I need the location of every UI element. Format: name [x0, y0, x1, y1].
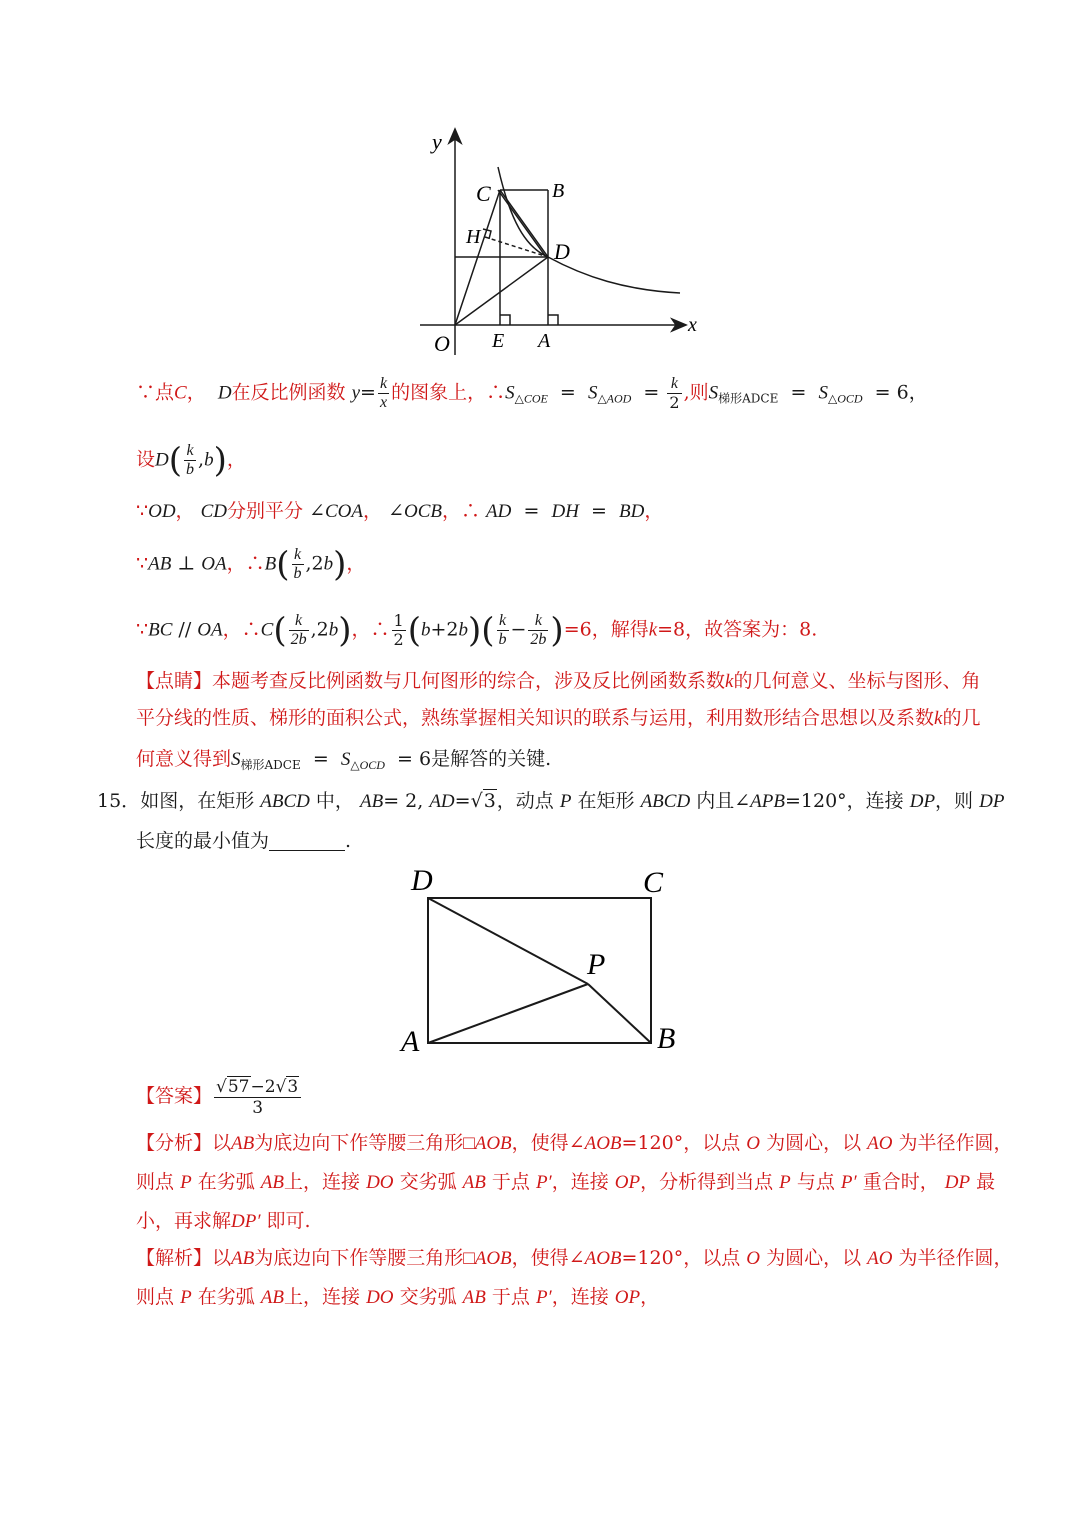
dianjing-line-2: 平分线的性质、梯形的面积公式，熟练掌握相关知识的联系与运用，利用数形结合思想以及系数k的几: [136, 707, 981, 729]
solution-line-1: ∵点C， D在反比例函数 y= $\frac{k}{x}$ 的图象上，$\therefore S_{\triangle COE} = S_{\triangle AOD}$ = $\frac{k}{2}$ ,则$S_{梯形ADCE} = S_{\triangle OCD} = 6$，: [136, 375, 928, 412]
dianjing-line-1: 【点睛】本题考查反比例函数与几何图形的综合，涉及反比例函数系数k的几何意义、坐标与图形、角: [136, 670, 981, 692]
question-15-line-1: 15．如图，在矩形 ABCD 中， AB= 2, AD=√3，动点 P 在矩形 ABCD 内且∠APB=120°，连接 DP，则 DP: [97, 790, 1005, 812]
fenxi-line-2: 则点 P 在劣弧 AB上，连接 DO 交劣弧 AB 于点 P′，连接 OP，分析得到当点 P 与点 P′ 重合时， DP 最: [136, 1171, 996, 1193]
label-A: A: [538, 330, 551, 352]
answer-line: 【答案】 $\frac{√57-2√3}{3}$: [136, 1074, 303, 1118]
answer-blank: [269, 828, 345, 851]
label-C: C: [476, 181, 491, 206]
label-A2: A: [401, 1025, 420, 1058]
label-D: D: [554, 239, 570, 264]
question-15-line-2: 长度的最小值为 .: [136, 830, 352, 852]
segment-PB: [588, 984, 651, 1043]
solution-line-3: ∵OD， CD分别平分 ∠COA， ∠OCB，∴ AD = DH = BD，: [136, 500, 664, 522]
label-C2: C: [643, 866, 664, 899]
label-P: P: [587, 948, 606, 981]
solution-line-4: ∵AB ⊥ OA，∴B( $\frac{k}{b}$ ,2b)，: [136, 544, 366, 585]
segment-AP: [428, 984, 588, 1043]
solution-line-2: 设D( $\frac{k}{b}$ ,b)，: [136, 440, 246, 481]
rectangle-ABCD: [428, 898, 651, 1043]
label-y: y: [432, 129, 442, 154]
label-x: x: [688, 314, 697, 336]
label-E: E: [492, 330, 505, 352]
label-B: B: [552, 180, 565, 202]
jiexi-line-2: 则点 P 在劣弧 AB上，连接 DO 交劣弧 AB 于点 P′，连接 OP，: [136, 1286, 660, 1308]
fenxi-line-3: 小，再求解DP′ 即可.: [136, 1210, 311, 1232]
solution-line-5: ∵BC // OA，∴C( $\frac{k}{2b}$ ,2b)，∴ $\frac{1}{2}$ (b+2b)( $\frac{k}{b}$ − $\frac{k}{2b}$ )=6，解得k=8，故答案为：8.: [136, 610, 818, 651]
figure-inverse-function: [410, 125, 710, 360]
figure-rectangle: [395, 858, 695, 1058]
label-O: O: [434, 331, 450, 356]
jiexi-line-1: 【解析】以AB为底边向下作等腰三角形□AOB，使得∠AOB=120°，以点 O 为圆心，以 AO 为半径作圆，: [136, 1247, 1013, 1269]
fenxi-line-1: 【分析】以AB为底边向下作等腰三角形□AOB，使得∠AOB=120°，以点 O 为圆心，以 AO 为半径作圆，: [136, 1132, 1013, 1154]
segment-DP: [428, 898, 588, 984]
dianjing-line-3: 何意义得到$S_{梯形ADCE} = S_{\triangle OCD} = 6$是解答的关键.: [136, 748, 552, 772]
label-D2: D: [411, 864, 433, 897]
label-H: H: [466, 226, 481, 248]
label-B2: B: [657, 1022, 676, 1055]
